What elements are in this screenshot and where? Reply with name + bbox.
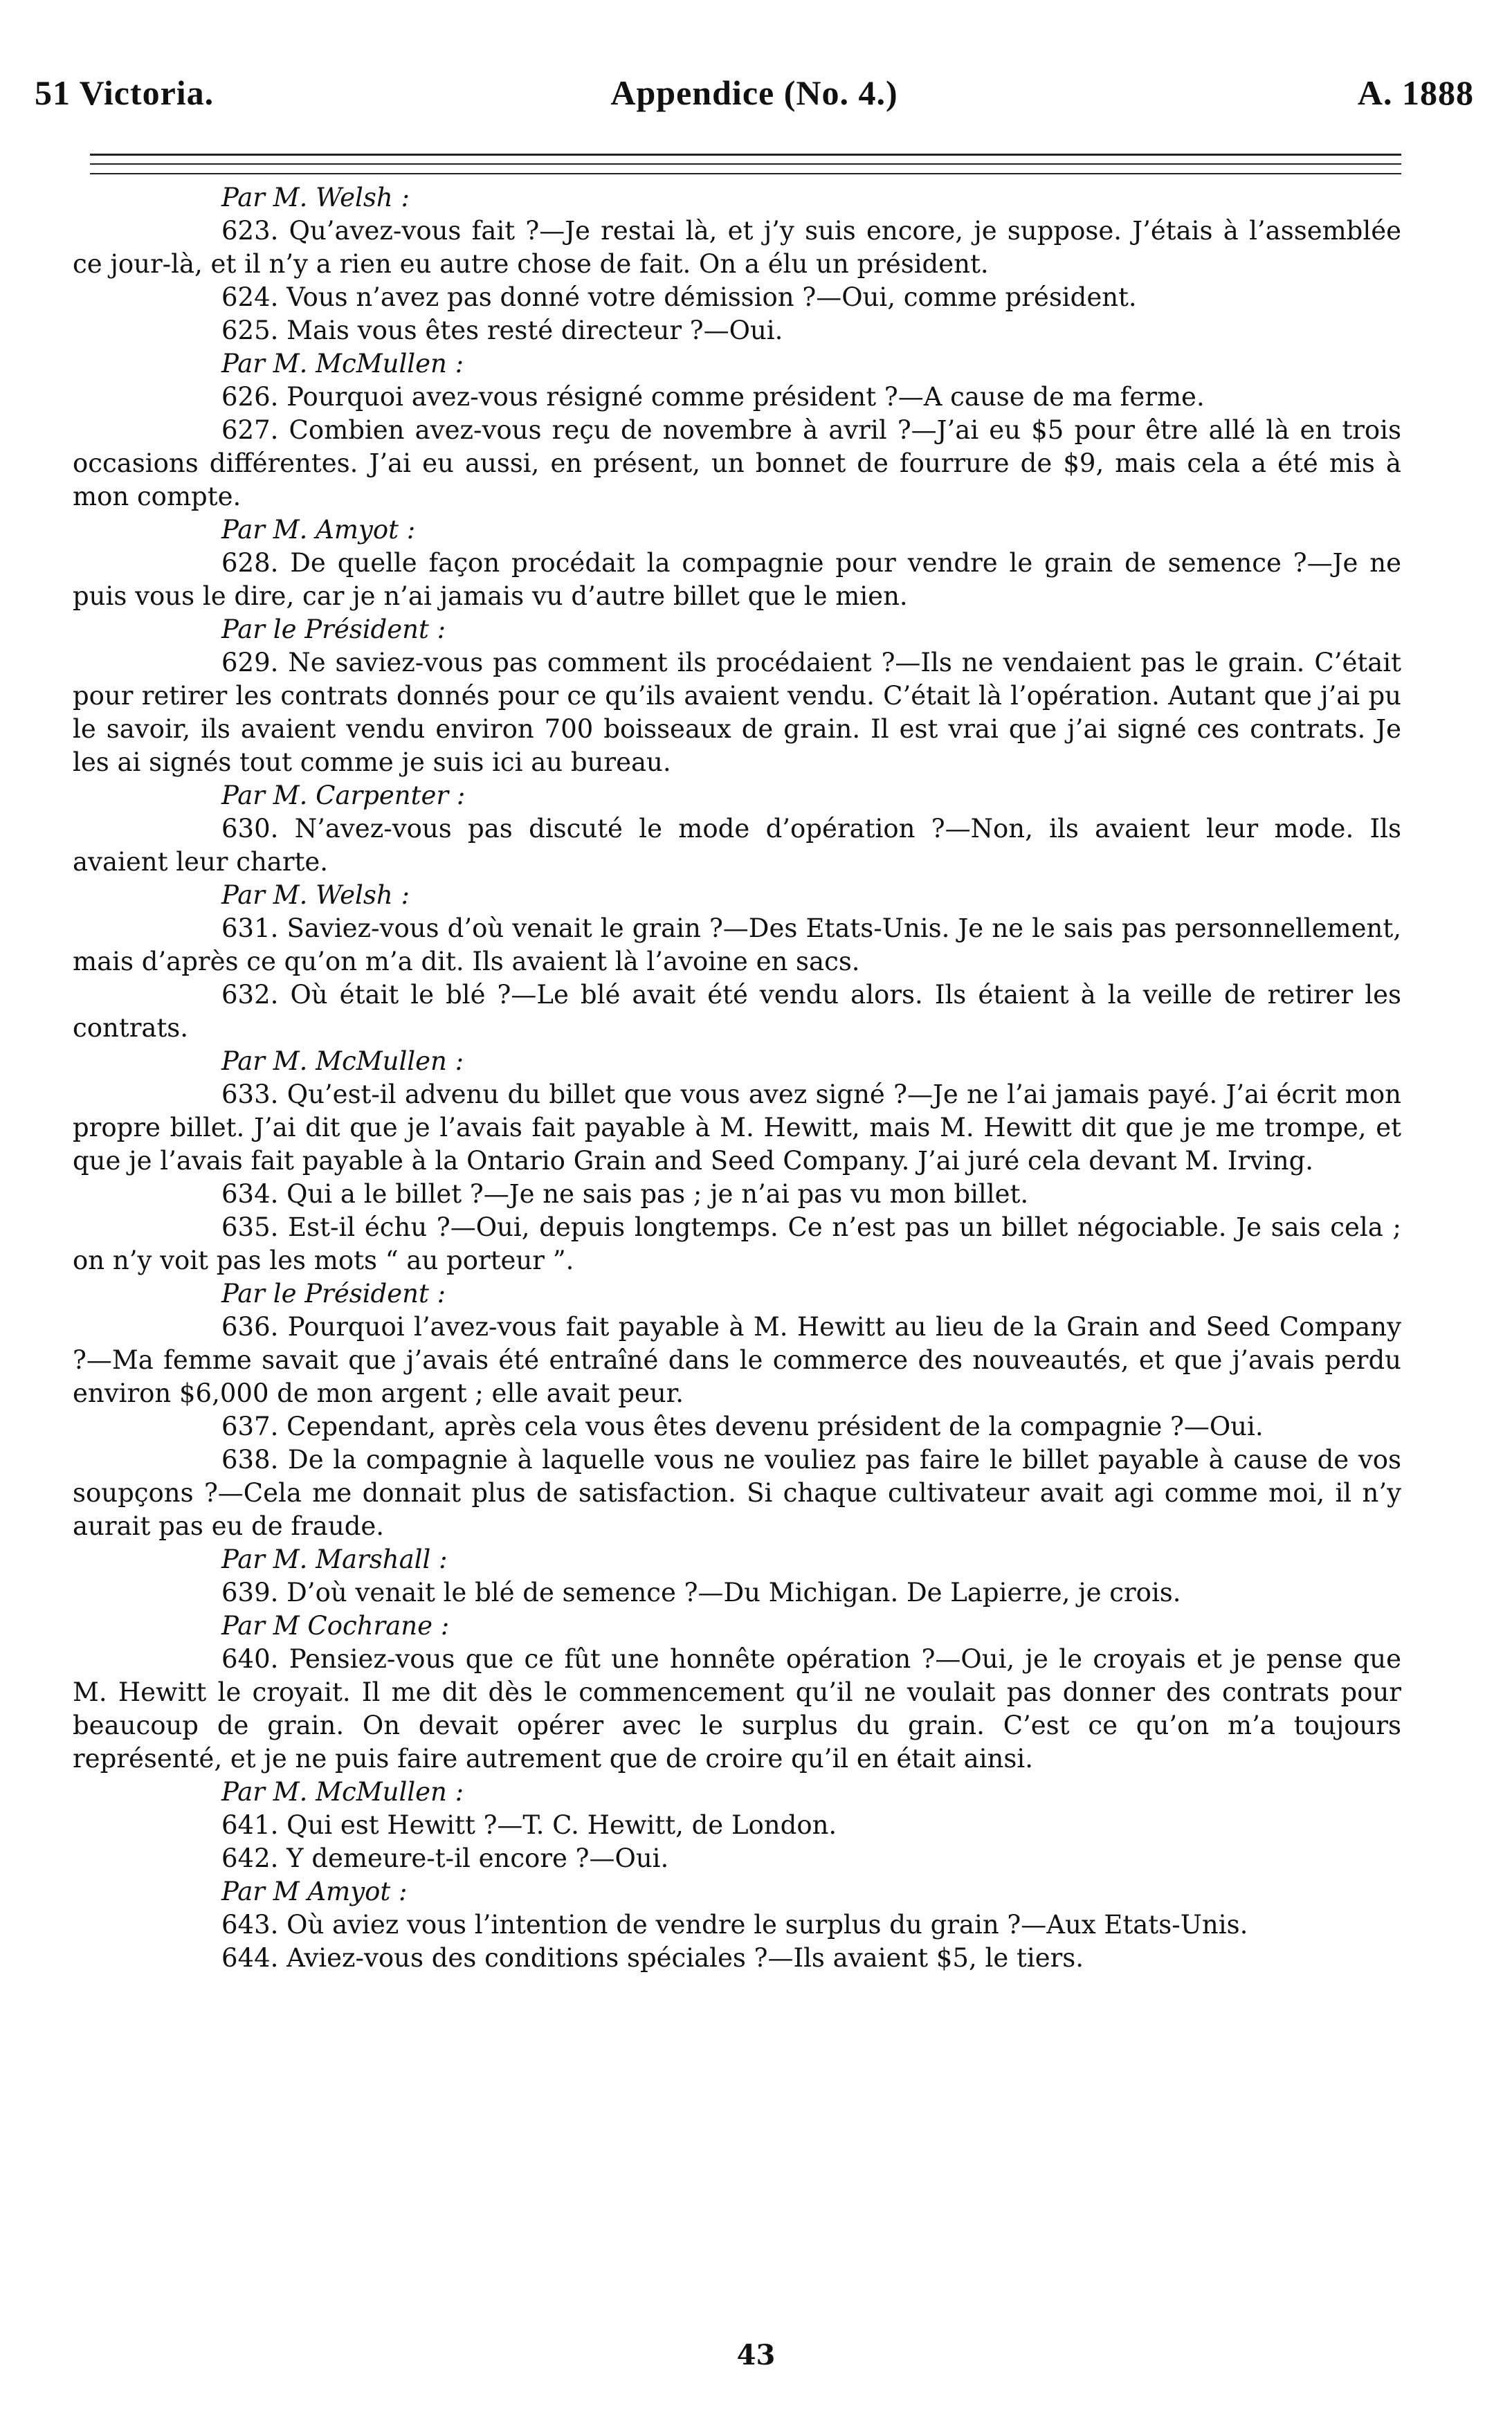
header-title: Appendice (No. 4.) — [610, 73, 898, 112]
testimony-paragraph: 635. Est-il échu ?—Oui, depuis longtemps. Ce n’est pas un billet négociable. Je sais cela ; on n’y voit pas les mots “ au porteur ”. — [73, 1212, 1401, 1275]
testimony-paragraph: 629. Ne saviez-vous pas comment ils procédaient ?—Ils ne vendaient pas le grain. C’était pour retirer les contrats donnés pour ce qu’ils avaient vendu. C’était là l’opération. Autant que j’ai pu le savoir, ils avaient vendu environ 700 boisseaux de grain. Il est vrai que j’ai signé ces contrats. Je les ai signés tout comme je suis ici au bureau. — [73, 648, 1401, 777]
speaker-heading: Par M. Welsh : — [221, 880, 410, 910]
testimony-paragraph: 624. Vous n’avez pas donné votre démission ?—Oui, comme président. — [221, 282, 1137, 312]
testimony-paragraph: 627. Combien avez-vous reçu de novembre à avril ?—J’ai eu $5 pour être allé là en trois occasions différentes. J’ai eu aussi, en présent, un bonnet de fourrure de $9, mais cela a été mis à mon compte. — [73, 415, 1401, 511]
testimony-body — [73, 181, 1401, 1975]
running-header — [35, 73, 1474, 121]
testimony-paragraph: 644. Aviez-vous des conditions spéciales ?—Ils avaient $5, le tiers. — [221, 1943, 1084, 1973]
testimony-paragraph: 625. Mais vous êtes resté directeur ?—Oui. — [221, 316, 783, 345]
testimony-paragraph: 633. Qu’est-il advenu du billet que vous avez signé ?—Je ne l’ai jamais payé. J’ai écrit mon propre billet. J’ai dit que je l’avais fait payable à M. Hewitt, mais M. Hewitt dit que je me trompe, et que je l’avais fait payable à la Ontario Grain and Seed Company. J’ai juré cela devant M. Irving. — [73, 1079, 1401, 1176]
testimony-paragraph: 623. Qu’avez-vous fait ?—Je restai là, et j’y suis encore, je suppose. J’étais à l’assemblée ce jour-là, et il n’y a rien eu autre chose de fait. On a élu un président. — [73, 216, 1401, 279]
speaker-heading: Par M. Welsh : — [221, 183, 410, 212]
speaker-heading: Par M. McMullen : — [221, 1046, 464, 1076]
testimony-paragraph: 641. Qui est Hewitt ?—T. C. Hewitt, de London. — [221, 1810, 837, 1840]
testimony-paragraph: 628. De quelle façon procédait la compagnie pour vendre le grain de semence ?—Je ne puis vous le dire, car je n’ai jamais vu d’autre billet que le mien. — [73, 548, 1401, 611]
speaker-heading: Par M. McMullen : — [221, 349, 464, 379]
speaker-heading: Par M Amyot : — [221, 1877, 408, 1906]
testimony-paragraph: 634. Qui a le billet ?—Je ne sais pas ; je n’ai pas vu mon billet. — [221, 1179, 1029, 1209]
testimony-paragraph: 643. Où aviez vous l’intention de vendre le surplus du grain ?—Aux Etats-Unis. — [221, 1910, 1248, 1940]
testimony-paragraph: 642. Y demeure-t-il encore ?—Oui. — [221, 1843, 669, 1873]
header-rule — [90, 173, 1401, 174]
testimony-paragraph: 639. D’où venait le blé de semence ?—Du Michigan. De Lapierre, je crois. — [221, 1578, 1181, 1607]
speaker-heading: Par le Président : — [221, 1279, 446, 1309]
header-year: A. 1888 — [1357, 73, 1474, 112]
testimony-paragraph: 636. Pourquoi l’avez-vous fait payable à M. Hewitt au lieu de la Grain and Seed Company ?—Ma femme savait que j’avais été entraîné dans le commerce des nouveautés, et que j’avais perdu environ $6,000 de mon argent ; elle avait peur. — [73, 1312, 1401, 1408]
page-number: 43 — [736, 2339, 776, 2371]
testimony-paragraph: 630. N’avez-vous pas discuté le mode d’opération ?—Non, ils avaient leur mode. Ils avaient leur charte. — [73, 814, 1401, 877]
speaker-heading: Par M. Amyot : — [221, 515, 416, 545]
speaker-heading: Par M Cochrane : — [221, 1611, 450, 1641]
testimony-paragraph: 640. Pensiez-vous que ce fût une honnête opération ?—Oui, je le croyais et je pense que M. Hewitt le croyait. Il me dit dès le commencement qu’il ne voulait pas donner des contrats pour beaucoup de grain. On devait opérer avec le surplus du grain. C’est ce qu’on m’a toujours représenté, et je ne puis faire autrement que de croire qu’il en était ainsi. — [73, 1644, 1401, 1774]
speaker-heading: Par M. Marshall : — [221, 1544, 448, 1574]
testimony-paragraph: 631. Saviez-vous d’où venait le grain ?—Des Etats-Unis. Je ne le sais pas personnellement, mais d’après ce qu’on m’a dit. Ils avaient là l’avoine en sacs. — [73, 913, 1401, 976]
speaker-heading: Par le Président : — [221, 614, 446, 644]
speaker-heading: Par M. McMullen : — [221, 1777, 464, 1807]
header-rule — [90, 154, 1401, 156]
testimony-paragraph: 637. Cependant, après cela vous êtes devenu président de la compagnie ?—Oui. — [221, 1412, 1264, 1441]
header-rule — [90, 163, 1401, 165]
speaker-heading: Par M. Carpenter : — [221, 781, 466, 810]
testimony-paragraph: 632. Où était le blé ?—Le blé avait été vendu alors. Ils étaient à la veille de retirer les contrats. — [73, 980, 1401, 1043]
testimony-paragraph: 626. Pourquoi avez-vous résigné comme président ?—A cause de ma ferme. — [221, 382, 1205, 412]
header-session: 51 Victoria. — [35, 73, 215, 112]
testimony-paragraph: 638. De la compagnie à laquelle vous ne vouliez pas faire le billet payable à cause de vos soupçons ?—Cela me donnait plus de satisfaction. Si chaque cultivateur avait agi comme moi, il n’y aurait pas eu de fraude. — [73, 1445, 1401, 1541]
